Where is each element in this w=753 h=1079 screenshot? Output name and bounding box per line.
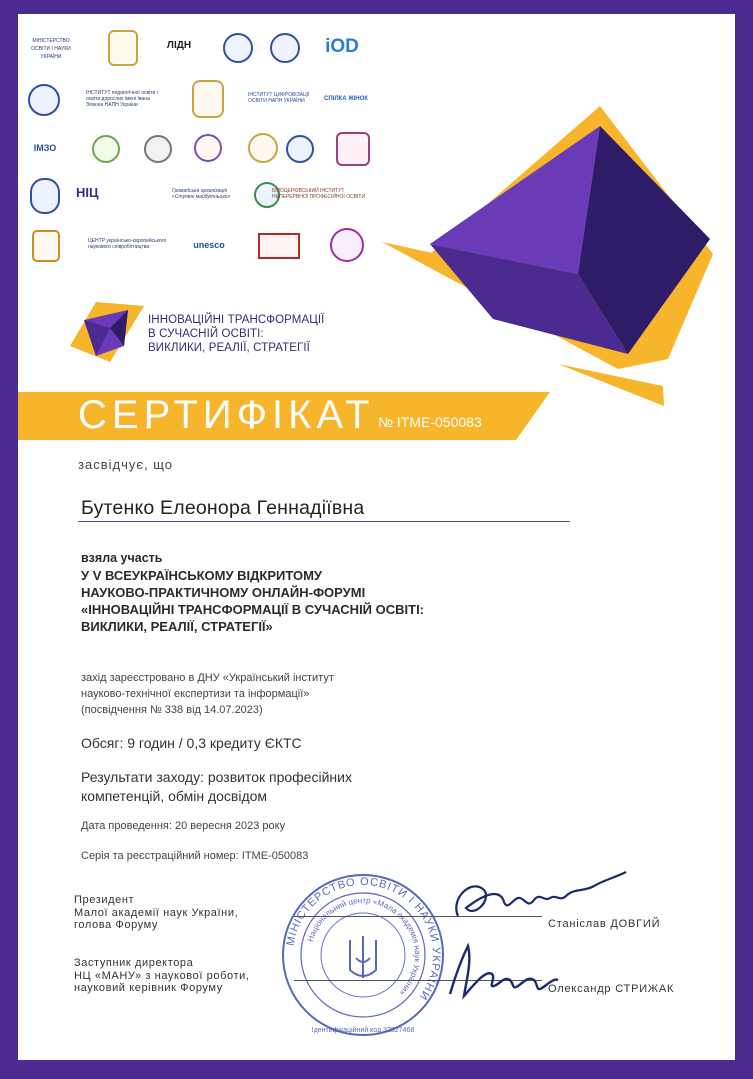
- future-steps-logo: Громадська організація «Ступені майбутнього»: [172, 188, 231, 200]
- forum-logo-icon: [70, 298, 146, 366]
- certificate-sheet: [18, 14, 735, 1060]
- imzo-logo: ІМЗО: [33, 143, 57, 153]
- stamp-outer-text: МІНІСТЕРСТВО ОСВІТИ І НАУКИ УКРАЇНИ: [284, 875, 443, 1003]
- certifies-text: засвідчує, що: [78, 457, 173, 472]
- gear-emblem-logo: [286, 135, 314, 163]
- registration-note: захід зареєстровано в ДНУ «Український інститут науково-технічної експертизи та інформації» (посвідчення № 338 від 14.07.2023): [81, 672, 334, 716]
- women-union-logo: СПІЛКА ЖІНОК: [324, 95, 368, 102]
- signature-1-scribble: [444, 868, 634, 924]
- certificate-number: № ITME-050083: [378, 414, 482, 430]
- red-frame-logo: [258, 233, 300, 259]
- signatory-2-title: Заступник директора НЦ «МАНУ» з наукової роботи, науковий керівник Форуму: [74, 957, 250, 994]
- spiral-logo: [144, 135, 172, 163]
- crest-shield-logo: [32, 230, 60, 262]
- iod-logo: iOD: [325, 36, 359, 57]
- university-emblem-logo: [270, 33, 300, 63]
- purple-globe-logo: [330, 228, 364, 262]
- signatory-1-name: Станіслав ДОВГИЙ: [548, 918, 661, 930]
- institute-emblem-logo: [223, 33, 253, 63]
- bila-tserkva-institute-logo: БІЛОЦЕРКІВСЬКИЙ ІНСТИТУТ НЕПЕРЕРВНОЇ ПРОФЕСІЙНОЇ ОСВІТИ: [272, 188, 366, 200]
- results-text: Результати заходу: розвиток професійних компетенцій, обмін досвідом: [81, 769, 352, 804]
- purple-crest-logo: [194, 134, 222, 162]
- institute-pedagogical-logo: ІНСТИТУТ педагогічної освіти і освіти дорослих імені Івана Зязюна НАПН України: [86, 90, 158, 108]
- lidn-logo: ЛІДН: [166, 40, 192, 51]
- digitalization-institute-logo: ІНСТИТУТ ЦИФРОВІЗАЦІЇ ОСВІТИ НАПН УКРАЇНИ: [248, 92, 310, 104]
- official-stamp: [278, 870, 448, 1040]
- recipient-name: Бутенко Елеонора Геннадіївна: [81, 497, 365, 519]
- signatory-1-title: Президент Малої академії наук України, голова Форуму: [74, 894, 239, 931]
- eu-cooperation-center-logo: ЦЕНТР українсько-європейського наукового співробітництва: [88, 238, 167, 250]
- stamp-code-text: Ідентифікаційний код 32827468: [311, 1027, 415, 1034]
- open-book-logo: [336, 132, 370, 166]
- trident-icon: [350, 936, 376, 978]
- unesco-logo: unesco: [193, 240, 225, 250]
- volume-text: Обсяг: 9 годин / 0,3 кредиту ЄКТС: [81, 735, 302, 751]
- regional-shield-logo: [30, 178, 60, 214]
- ministry-education-logo: МІНІСТЕРСТВО ОСВІТИ І НАУКИ УКРАЇНИ: [31, 38, 71, 60]
- certificate-title: СЕРТИФІКАТ: [78, 393, 375, 437]
- green-leaf-logo: [92, 135, 120, 163]
- forum-brand-title: ІННОВАЦІЙНІ ТРАНСФОРМАЦІЇ В СУЧАСНІЙ ОСВІТІ: ВИКЛИКИ, РЕАЛІЇ, СТРАТЕГІЇ: [148, 314, 325, 354]
- award-badge-logo: [192, 80, 224, 118]
- eu-stars-logo: [28, 84, 60, 116]
- signature-2-scribble: [442, 934, 562, 1006]
- serial-number: Серія та реєстраційний номер: ITME-050083: [81, 850, 309, 862]
- participation-label: взяла участь: [81, 551, 163, 565]
- signatory-2-name: Олександр СТРИЖАК: [548, 983, 675, 995]
- nic-logo: НІЦ: [76, 185, 99, 200]
- stamp-inner-text: Національний центр «Мала академія наук України»: [305, 895, 423, 998]
- event-title: У V ВСЕУКРАЇНСЬКОМУ ВІДКРИТОМУ НАУКОВО-ПРАКТИЧНОМУ ОНЛАЙН-ФОРУМІ «ІННОВАЦІЙНІ ТРАНСФОРМАЦІЇ В СУЧАСНІЙ ОСВІТІ: ВИКЛИКИ, РЕАЛІЇ, СТРАТЕГІЇ»: [81, 568, 425, 634]
- event-date: Дата проведення: 20 вересня 2023 року: [81, 820, 286, 832]
- academy-crest-logo: [108, 30, 138, 66]
- gold-seal-logo: [248, 133, 278, 163]
- recipient-underline: [78, 521, 570, 522]
